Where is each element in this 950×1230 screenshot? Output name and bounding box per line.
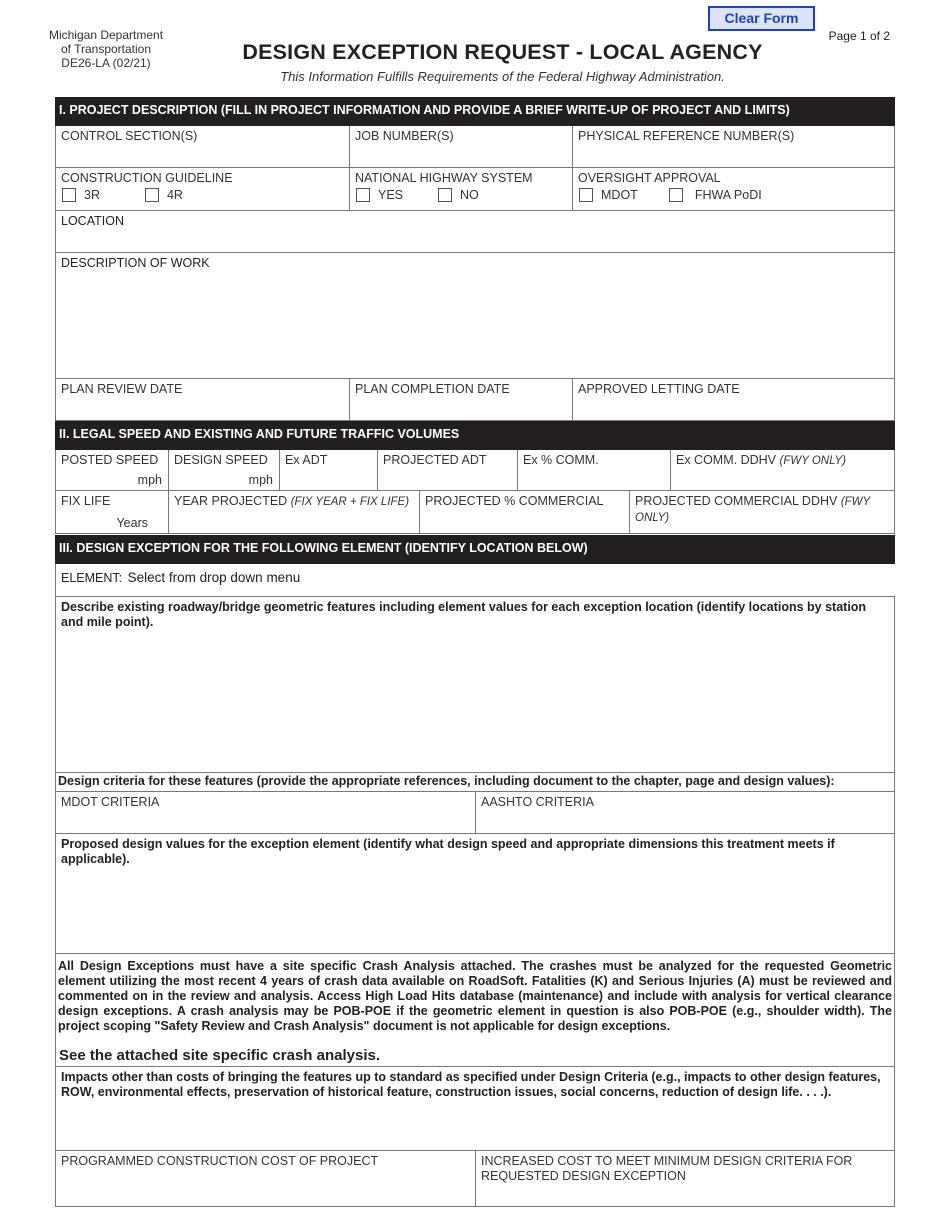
plan-completion-date-label: PLAN COMPLETION DATE [355, 382, 510, 396]
year-projected-note: (FIX YEAR + FIX LIFE) [290, 496, 410, 508]
projected-comm-ddhv-label: PROJECTED COMMERCIAL DDHV [635, 494, 838, 508]
oversight-group [573, 168, 894, 210]
section-3-header: III. DESIGN EXCEPTION FOR THE FOLLOWING ELEMENT (IDENTIFY LOCATION BELOW) [55, 535, 895, 564]
ex-comm-ddhv-note: (FWY ONLY) [779, 455, 846, 467]
impacts-label: Impacts other than costs of bringing the features up to standard as specified under Design Criteria (e.g., impacts to other design features, ROW, environmental effects, preservation of historical feature, construction issues, social concerns, reduction of design life. . . .). [61, 1070, 881, 1099]
aashto-criteria-label: AASHTO CRITERIA [481, 795, 594, 809]
checkbox-fhwa[interactable] [669, 188, 683, 202]
checkbox-3r[interactable] [62, 188, 76, 202]
element-selector [55, 564, 895, 597]
description-of-work-label: DESCRIPTION OF WORK [61, 256, 210, 270]
proposed-values-field[interactable] [55, 834, 895, 954]
plan-review-date-field[interactable] [56, 379, 350, 420]
checkbox-nhs-no-label: NO [460, 188, 479, 202]
physical-reference-field[interactable] [573, 126, 894, 167]
agency-name-line1: Michigan Department [48, 28, 164, 42]
projected-commercial-label: PROJECTED % COMMERCIAL [425, 494, 604, 508]
design-speed-label: DESIGN SPEED [174, 453, 268, 467]
crash-analysis-block [55, 954, 895, 1066]
projected-adt-field[interactable] [378, 450, 518, 490]
clear-form-button[interactable]: Clear Form [708, 6, 815, 31]
plan-completion-date-field[interactable] [350, 379, 573, 420]
programmed-cost-label: PROGRAMMED CONSTRUCTION COST OF PROJECT [61, 1154, 379, 1168]
nhs-group [350, 168, 573, 210]
checkbox-nhs-yes[interactable] [356, 188, 370, 202]
fix-life-label: FIX LIFE [61, 494, 111, 508]
design-speed-unit: mph [248, 473, 273, 487]
projected-adt-label: PROJECTED ADT [383, 453, 487, 467]
existing-features-label: Describe existing roadway/bridge geometric features including element values for each exception location (identify locations by station and mile point). [61, 600, 867, 629]
design-speed-field[interactable] [169, 450, 280, 490]
form-id: DE26-LA (02/21) [61, 56, 151, 70]
description-of-work-field[interactable] [55, 253, 895, 379]
ex-adt-label: Ex ADT [285, 453, 328, 467]
location-label: LOCATION [61, 214, 124, 228]
construction-guideline-group [56, 168, 350, 210]
control-section-field[interactable] [56, 126, 350, 167]
form-title: DESIGN EXCEPTION REQUEST - LOCAL AGENCY [242, 40, 763, 64]
checkbox-3r-label: 3R [84, 188, 100, 202]
crash-analysis-attached: See the attached site specific crash analysis. [59, 1047, 380, 1064]
ex-comm-ddhv-field[interactable] [671, 450, 894, 490]
fix-life-field[interactable] [56, 491, 169, 533]
physical-reference-label: PHYSICAL REFERENCE NUMBER(S) [578, 129, 795, 143]
increased-cost-field[interactable] [476, 1151, 894, 1206]
element-dropdown[interactable]: Select from drop down menu [127, 570, 301, 585]
crash-analysis-text: All Design Exceptions must have a site specific Crash Analysis attached. The crashes must be analyzed for the requested Geometric element utilizing the most recent 4 years of crash data available on RoadSoft. Fatalities (K) and Serious Injuries (A) must be reviewed and commented on in the review and analysis. Access High Load Hits database (maintenance) and include with analysis for vertical clearance design exceptions. A crash analysis may be POB-POE if the geometric element in question is also POB-POE (e.g., shoulder width). The project scoping "Safety Review and Crash Analysis" document is not applicable for design exceptions. [58, 959, 892, 1033]
ex-comm-ddhv-label: Ex COMM. DDHV [676, 453, 776, 467]
construction-guideline-label: CONSTRUCTION GUIDELINE [61, 171, 233, 185]
agency-name-line2: of Transportation [60, 42, 152, 56]
projected-comm-ddhv-note: (FWY ONLY) [635, 496, 870, 524]
increased-cost-label: INCREASED COST TO MEET MINIMUM DESIGN CRITERIA FOR REQUESTED DESIGN EXCEPTION [481, 1154, 853, 1183]
form-body [55, 97, 895, 1207]
oversight-label: OVERSIGHT APPROVAL [578, 171, 721, 185]
projected-comm-ddhv-field[interactable] [630, 491, 894, 533]
mdot-criteria-label: MDOT CRITERIA [61, 795, 160, 809]
job-number-field[interactable] [350, 126, 573, 167]
ex-adt-field[interactable] [280, 450, 378, 490]
cost-row [55, 1151, 895, 1207]
year-projected-label: YEAR PROJECTED [174, 494, 288, 508]
proposed-values-label: Proposed design values for the exception element (identify what design speed and appropriate dimensions this treatment meets if applicable). [61, 837, 835, 866]
checkbox-4r[interactable] [145, 188, 159, 202]
design-criteria-label: Design criteria for these features (provide the appropriate references, including document to the chapter, page and design values): [58, 774, 835, 788]
nhs-label: NATIONAL HIGHWAY SYSTEM [355, 171, 533, 185]
section-2-header: II. LEGAL SPEED AND EXISTING AND FUTURE TRAFFIC VOLUMES [55, 421, 895, 450]
approved-letting-date-field[interactable] [573, 379, 894, 420]
projection-row [55, 491, 895, 534]
plan-review-date-label: PLAN REVIEW DATE [61, 382, 183, 396]
job-number-label: JOB NUMBER(S) [355, 129, 454, 143]
posted-speed-label: POSTED SPEED [61, 453, 159, 467]
checkbox-4r-label: 4R [166, 188, 183, 202]
project-ids-row [55, 126, 895, 168]
checkbox-nhs-yes-label: YES [378, 188, 404, 202]
year-projected-field[interactable] [169, 491, 420, 533]
speed-row [55, 450, 895, 491]
existing-features-field[interactable] [55, 597, 895, 773]
checkbox-nhs-no[interactable] [438, 188, 452, 202]
checkbox-fhwa-label: FHWA PoDI [694, 188, 762, 202]
posted-speed-field[interactable] [56, 450, 169, 490]
element-label: ELEMENT: [61, 571, 123, 585]
aashto-criteria-field[interactable] [476, 792, 894, 833]
ex-comm-label: Ex % COMM. [523, 453, 599, 467]
impacts-field[interactable] [55, 1066, 895, 1151]
fix-life-unit: Years [116, 516, 148, 530]
programmed-cost-field[interactable] [56, 1151, 476, 1206]
projected-commercial-field[interactable] [420, 491, 630, 533]
page-number: Page 1 of 2 [828, 29, 890, 43]
form-subtitle: This Information Fulfills Requirements of the Federal Highway Administration. [280, 69, 725, 84]
design-criteria-heading [55, 773, 895, 792]
criteria-row [55, 792, 895, 834]
control-section-label: CONTROL SECTION(S) [61, 129, 198, 143]
dates-row [55, 379, 895, 421]
location-field[interactable] [55, 211, 895, 253]
posted-speed-unit: mph [137, 473, 162, 487]
mdot-criteria-field[interactable] [56, 792, 476, 833]
section-1-header: I. PROJECT DESCRIPTION (FILL IN PROJECT INFORMATION AND PROVIDE A BRIEF WRITE-UP OF PROJECT AND LIMITS) [55, 97, 895, 126]
checkbox-mdot-label: MDOT [601, 188, 638, 202]
checkbox-mdot[interactable] [579, 188, 593, 202]
guideline-row [55, 168, 895, 211]
approved-letting-date-label: APPROVED LETTING DATE [578, 382, 740, 396]
ex-comm-field[interactable] [518, 450, 671, 490]
